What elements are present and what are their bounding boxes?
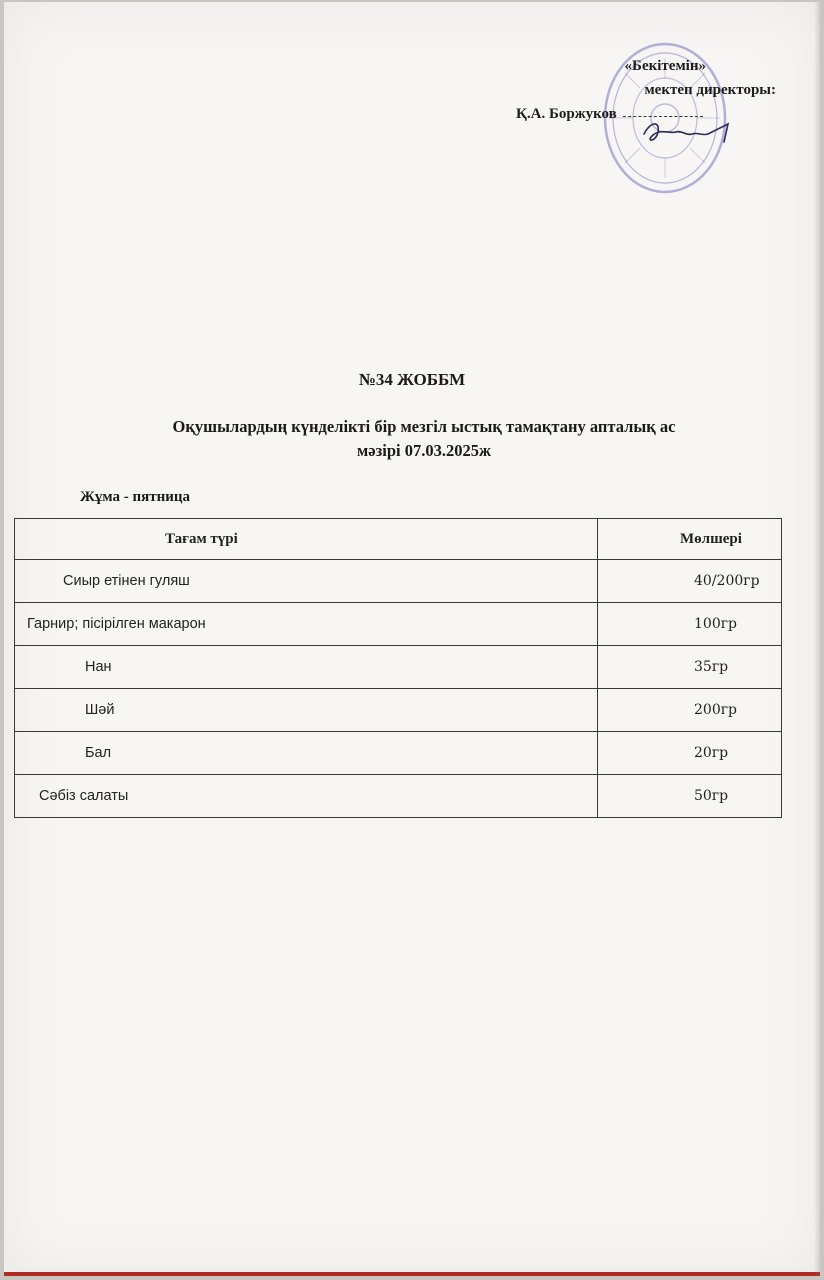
approval-heading: «Бекітемін» xyxy=(624,58,706,74)
dish-name: Сиыр етінен гуляш xyxy=(15,560,598,603)
document-page xyxy=(4,2,820,1276)
table-row xyxy=(15,560,782,603)
dish-name: Нан xyxy=(15,646,598,689)
handwritten-signature xyxy=(636,112,756,152)
director-name: Қ.А. Боржуков xyxy=(516,106,617,122)
table-row xyxy=(15,732,782,775)
table-row xyxy=(15,775,782,818)
dish-amount: 40/200гр xyxy=(598,560,782,603)
menu-title xyxy=(94,415,754,463)
table-row xyxy=(15,689,782,732)
dish-amount: 50гр xyxy=(598,775,782,818)
dish-amount: 100гр xyxy=(598,603,782,646)
menu-table xyxy=(14,518,782,818)
dish-amount: 35гр xyxy=(598,646,782,689)
column-header-dish: Тағам түрі xyxy=(15,519,598,560)
dish-name: Сәбіз салаты xyxy=(15,775,598,818)
director-title: мектеп директоры: xyxy=(644,82,776,98)
table-header-row xyxy=(15,519,782,560)
dish-name: Гарнир; пісірілген макарон xyxy=(15,603,598,646)
dish-name: Бал xyxy=(15,732,598,775)
table-row xyxy=(15,603,782,646)
dish-amount: 20гр xyxy=(598,732,782,775)
page-bottom-edge xyxy=(4,1272,820,1276)
menu-title-line-1: Оқушылардың күнделікті бір мезгіл ыстық тамақтану апталық ас xyxy=(172,417,676,436)
table-row xyxy=(15,646,782,689)
column-header-amount: Мөлшері xyxy=(598,519,782,560)
dish-amount: 200гр xyxy=(598,689,782,732)
dish-name: Шәй xyxy=(15,689,598,732)
school-name: №34 ЖОББМ xyxy=(358,370,466,389)
menu-title-line-2: мәзірі 07.03.2025ж xyxy=(357,441,491,460)
day-label: Жұма - пятница xyxy=(80,489,190,505)
